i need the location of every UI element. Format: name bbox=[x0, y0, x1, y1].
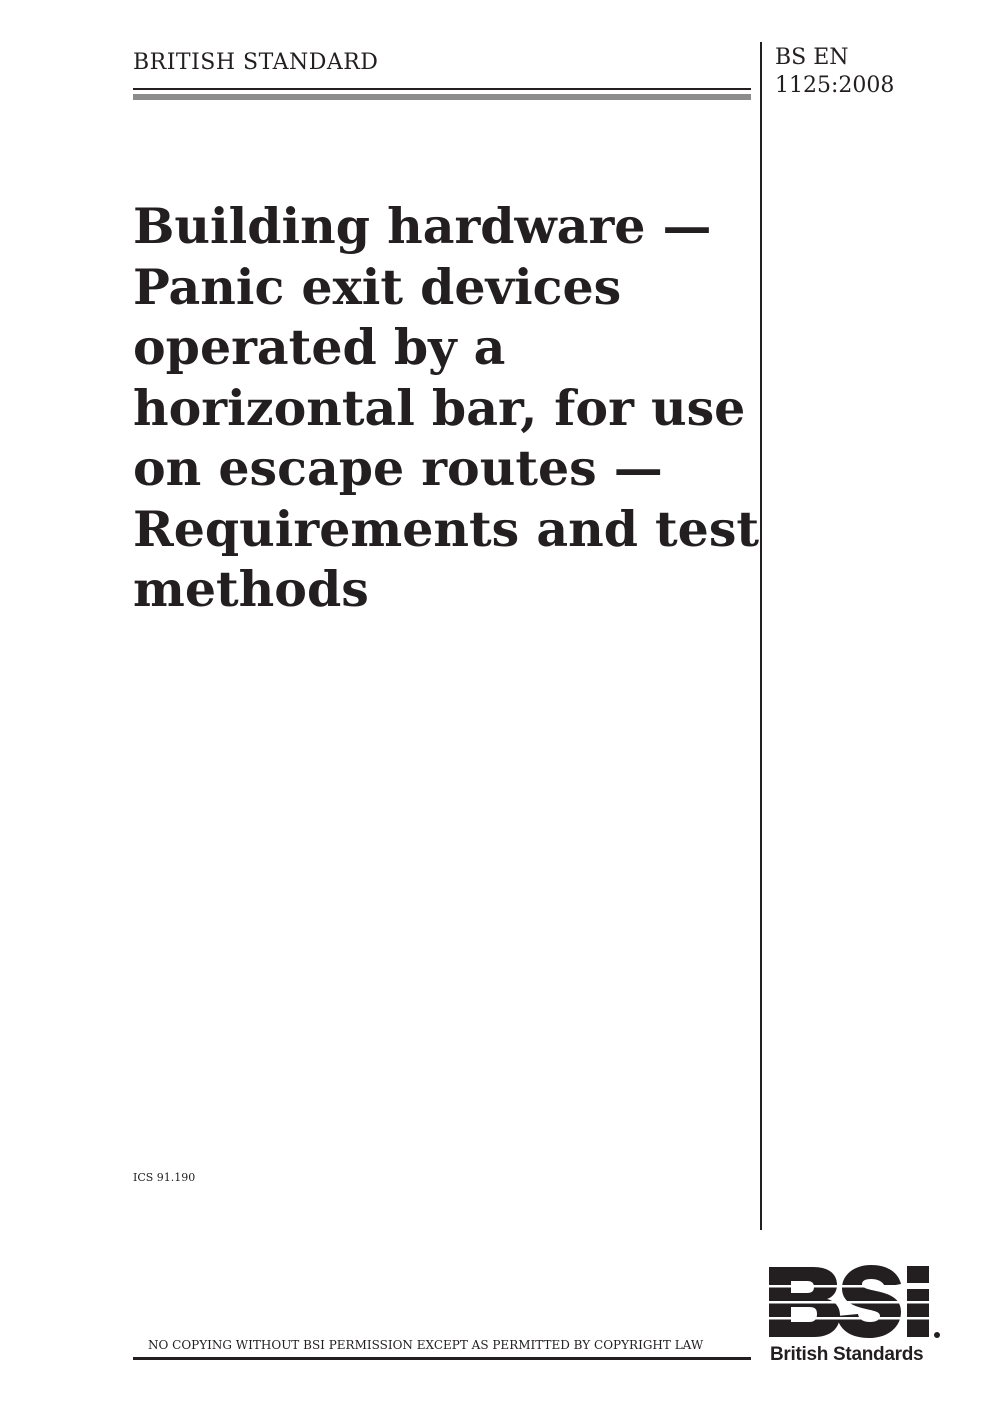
title-line: operated by a bbox=[133, 318, 506, 376]
title-line: on escape routes — bbox=[133, 439, 663, 497]
header-gray-bar bbox=[133, 94, 751, 100]
title-line: Requirements and test bbox=[133, 499, 760, 558]
logo-caption: British Standards bbox=[770, 1344, 924, 1365]
document-type-label: BRITISH STANDARD bbox=[133, 50, 379, 75]
vertical-divider bbox=[760, 42, 762, 1230]
standard-number-code: 1125:2008 bbox=[775, 73, 895, 98]
copyright-notice: NO COPYING WITHOUT BSI PERMISSION EXCEPT AS PERMITTED BY COPYRIGHT LAW bbox=[148, 1338, 704, 1352]
document-title bbox=[133, 196, 760, 620]
title-line: Building hardware — bbox=[133, 197, 712, 255]
footer-rule bbox=[133, 1357, 751, 1360]
title-line: horizontal bar, for use bbox=[133, 378, 746, 437]
title-line: methods bbox=[133, 560, 369, 618]
ics-code: ICS 91.190 bbox=[133, 1171, 196, 1184]
header-rule bbox=[133, 88, 751, 90]
title-line: Panic exit devices bbox=[133, 257, 622, 316]
standard-number bbox=[775, 44, 894, 100]
standard-number-prefix: BS EN bbox=[775, 45, 849, 70]
